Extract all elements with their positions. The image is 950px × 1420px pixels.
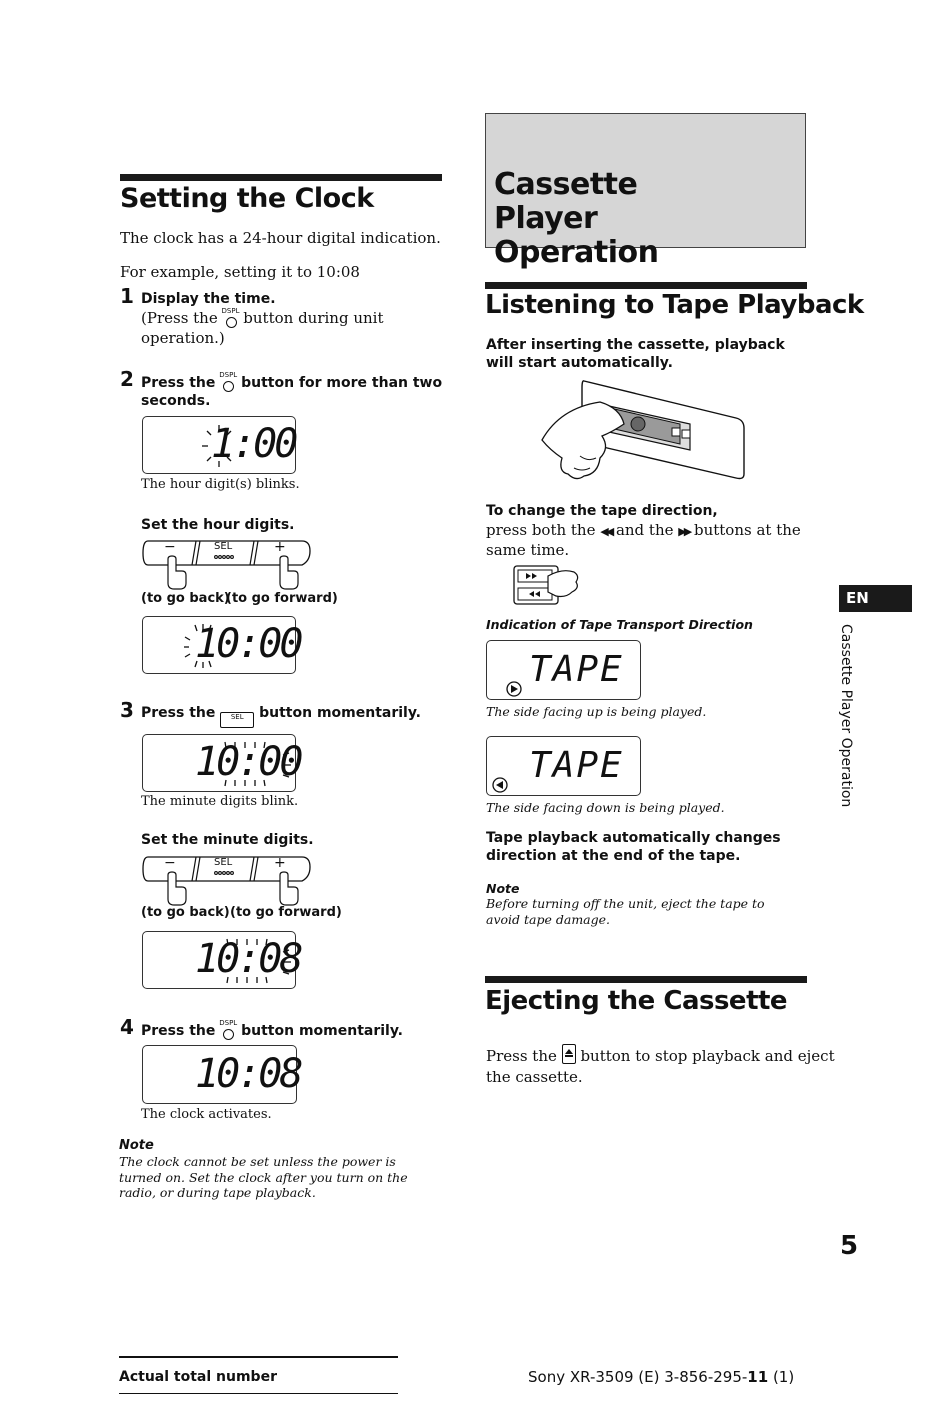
footer-rule-top xyxy=(119,1356,398,1358)
lcd-display xyxy=(142,1045,301,1104)
example-text: For example, setting it to 10:08 xyxy=(120,263,360,281)
caption: The hour digit(s) blinks. xyxy=(141,477,300,492)
body-text: Press the button to stop playback and eject xyxy=(486,1044,835,1066)
eject-button-icon xyxy=(562,1044,576,1064)
note-title: Note xyxy=(119,1138,154,1153)
plus-label: + xyxy=(274,539,286,555)
lcd-digits: 10:00 xyxy=(195,621,301,667)
section-heading: Listening to Tape Playback xyxy=(485,290,864,320)
sub-heading: Set the minute digits. xyxy=(141,832,314,848)
step-text: operation.) xyxy=(141,329,225,347)
caption: The clock activates. xyxy=(141,1107,272,1122)
step-heading: Press the DSPL button momentarily. xyxy=(141,1019,403,1039)
sel-button-icon: SEL xyxy=(220,712,254,728)
lcd-digits: 10:08 xyxy=(195,1051,301,1097)
sel-rocker-diagram xyxy=(142,539,312,591)
note-body: Before turning off the unit, eject the tape to avoid tape damage. xyxy=(486,896,765,927)
step-heading: Press the SEL button momentarily. xyxy=(141,704,421,728)
lead-text: After inserting the cassette, playback will start automatically. xyxy=(486,337,785,371)
caption: The side facing up is being played. xyxy=(486,704,707,719)
section-heading: Ejecting the Cassette xyxy=(485,986,788,1016)
lcd-display xyxy=(142,616,301,674)
play-reverse-icon xyxy=(491,777,509,793)
tape-lcd-display xyxy=(486,736,641,796)
minus-label: − xyxy=(164,855,176,871)
press-both-buttons-illustration xyxy=(512,564,582,606)
note-body: The clock cannot be set unless the power is turned on. Set the clock after you turn on the radio, or during tape playback. xyxy=(119,1154,408,1200)
go-forward-label: (to go forward) xyxy=(230,905,342,920)
lcd-display xyxy=(142,931,301,989)
play-forward-icon xyxy=(505,681,523,697)
step-heading: seconds. xyxy=(141,393,211,409)
lead-text: Tape playback automatically changes direction at the end of the tape. xyxy=(486,830,781,864)
cassette-insert-illustration xyxy=(540,378,746,486)
go-forward-label: (to go forward) xyxy=(226,591,338,606)
body-text: the cassette. xyxy=(486,1068,583,1086)
step-number: 4 xyxy=(120,1015,134,1039)
step-heading: Display the time. xyxy=(141,291,276,307)
tape-lcd-display xyxy=(486,640,641,700)
rewind-icon: ◀◀ xyxy=(600,525,612,538)
body-text: press both the ◀◀ and the ▶▶ buttons at the xyxy=(486,521,801,539)
intro-text: The clock has a 24-hour digital indication. xyxy=(120,229,441,247)
footer-label: Actual total number xyxy=(119,1369,277,1385)
lcd-text: TAPE xyxy=(529,745,624,786)
section-rule xyxy=(485,976,807,983)
footer-rule-bottom xyxy=(119,1393,398,1394)
dspl-button-icon: DSPL xyxy=(220,375,236,391)
sel-rocker-diagram xyxy=(142,855,312,907)
body-text: same time. xyxy=(486,541,570,559)
step-text-part: button during unit xyxy=(243,309,384,327)
language-label: EN xyxy=(846,589,869,607)
dspl-button-icon: DSPL xyxy=(223,311,239,327)
sub-heading: To change the tape direction, xyxy=(486,503,718,519)
sel-label: SEL xyxy=(214,857,233,868)
step-heading: Press the DSPL button for more than two xyxy=(141,371,443,391)
step-text-part: (Press the xyxy=(141,309,218,327)
page-title: Setting the Clock xyxy=(120,183,374,214)
go-back-label: (to go back) xyxy=(141,905,230,920)
fast-forward-icon: ▶▶ xyxy=(678,525,690,538)
caption: The minute digits blink. xyxy=(141,794,299,809)
lcd-digits: 10:08 xyxy=(195,936,301,982)
lcd-text: TAPE xyxy=(529,649,624,690)
page-number: 5 xyxy=(840,1231,859,1261)
step-number: 1 xyxy=(120,284,134,308)
go-back-label: (to go back) xyxy=(141,591,230,606)
step-number: 3 xyxy=(120,698,134,722)
step-number: 2 xyxy=(120,367,134,391)
section-title: Cassette Player Operation xyxy=(494,167,659,270)
minus-label: − xyxy=(164,539,176,555)
dspl-button-icon: DSPL xyxy=(220,1023,236,1039)
lcd-display xyxy=(142,734,301,792)
section-title-box xyxy=(485,113,806,270)
indication-title: Indication of Tape Transport Direction xyxy=(486,617,753,632)
vertical-section-label: Cassette Player Operation xyxy=(838,624,854,808)
section-rule xyxy=(120,174,442,181)
caption: The side facing down is being played. xyxy=(486,800,725,815)
language-tab xyxy=(839,585,912,612)
sub-heading: Set the hour digits. xyxy=(141,517,295,533)
note-title: Note xyxy=(486,881,520,896)
lcd-display xyxy=(142,416,296,474)
lcd-digits: 10:00 xyxy=(195,739,301,785)
sel-label: SEL xyxy=(214,541,233,552)
section-rule xyxy=(485,282,807,289)
footer-model: Sony XR-3509 (E) 3-856-295-11 (1) xyxy=(528,1368,795,1386)
step-text xyxy=(141,308,383,328)
lcd-digits: 1:00 xyxy=(211,421,296,467)
plus-label: + xyxy=(274,855,286,871)
